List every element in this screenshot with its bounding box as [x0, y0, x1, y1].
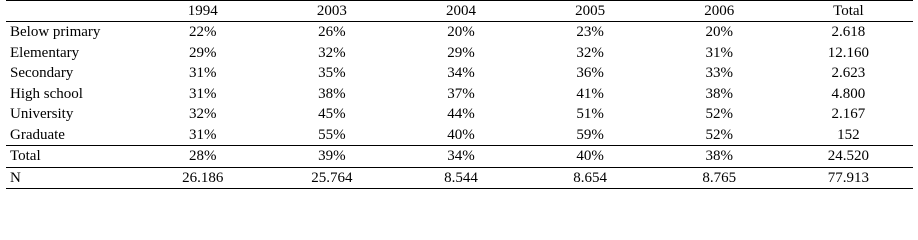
- table-cell: 37%: [447, 85, 475, 102]
- table-cell: 31%: [188, 85, 217, 102]
- table-cell: 20%: [705, 24, 734, 41]
- table-cell: 59%: [576, 126, 604, 143]
- table-cell: 52%: [705, 106, 734, 123]
- table-cell: 39%: [267, 146, 396, 168]
- table-cell: 8.654: [526, 167, 655, 189]
- table-row: [6, 125, 913, 146]
- table-cell: 28%: [138, 146, 267, 168]
- row-label: Graduate: [10, 126, 65, 143]
- table-cell: 52%: [705, 126, 734, 143]
- column-header-empty: [6, 1, 138, 22]
- table-cell: 32%: [188, 106, 217, 123]
- data-table: [6, 0, 913, 189]
- table-cell: 8.544: [396, 167, 525, 189]
- table-cell: 12.160: [827, 44, 870, 61]
- table-cell: 31%: [188, 65, 217, 82]
- column-header-2006: 2006: [655, 1, 784, 22]
- table-row: [6, 104, 913, 125]
- column-header-2005: 2005: [526, 1, 655, 22]
- table-cell: 36%: [576, 65, 604, 82]
- row-label: N: [6, 167, 138, 189]
- table-cell: 41%: [576, 85, 604, 102]
- table-cell: 32%: [576, 44, 604, 61]
- table-cell: 32%: [318, 44, 346, 61]
- column-header-2004: 2004: [396, 1, 525, 22]
- table-cell: 31%: [188, 126, 217, 143]
- table-cell: 23%: [576, 24, 604, 41]
- column-header-1994: 1994: [138, 1, 267, 22]
- table-row: [6, 22, 913, 43]
- table-cell: 152: [837, 126, 860, 143]
- total-row: [6, 146, 913, 168]
- table-cell: 35%: [318, 65, 346, 82]
- table-cell: 2.623: [831, 65, 866, 82]
- column-header-total: Total: [784, 1, 913, 22]
- table-cell: 29%: [447, 44, 475, 61]
- row-label: Elementary: [10, 44, 80, 61]
- table-cell: 8.765: [655, 167, 784, 189]
- table-cell: 38%: [655, 146, 784, 168]
- table-cell: 26.186: [138, 167, 267, 189]
- table-cell: 33%: [705, 65, 734, 82]
- table-row: [6, 63, 913, 84]
- table-cell: 2.618: [831, 24, 866, 41]
- table-cell: 25.764: [267, 167, 396, 189]
- column-header-2003: 2003: [267, 1, 396, 22]
- table-cell: 55%: [318, 126, 346, 143]
- n-row: [6, 167, 913, 189]
- row-label: High school: [10, 85, 83, 102]
- table-cell: 51%: [576, 106, 604, 123]
- table-cell: 31%: [705, 44, 734, 61]
- table-cell: 24.520: [784, 146, 913, 168]
- table-cell: 44%: [447, 106, 475, 123]
- table-header-row: [6, 1, 913, 22]
- table-cell: 29%: [188, 44, 217, 61]
- table-cell: 77.913: [784, 167, 913, 189]
- table-cell: 2.167: [831, 106, 866, 123]
- table-row: [6, 43, 913, 64]
- row-label: Below primary: [10, 24, 101, 41]
- table-cell: 34%: [396, 146, 525, 168]
- table-cell: 26%: [318, 24, 346, 41]
- table-cell: 22%: [188, 24, 217, 41]
- row-label: University: [10, 106, 74, 123]
- table-cell: 38%: [705, 85, 734, 102]
- table-cell: 38%: [318, 85, 346, 102]
- row-label: Total: [6, 146, 138, 168]
- table-cell: 40%: [526, 146, 655, 168]
- table-cell: 34%: [447, 65, 475, 82]
- table-cell: 4.800: [831, 85, 866, 102]
- table-cell: 40%: [447, 126, 475, 143]
- table-cell: 45%: [318, 106, 346, 123]
- table-cell: 20%: [447, 24, 475, 41]
- row-label: Secondary: [10, 65, 74, 82]
- table-row: [6, 84, 913, 105]
